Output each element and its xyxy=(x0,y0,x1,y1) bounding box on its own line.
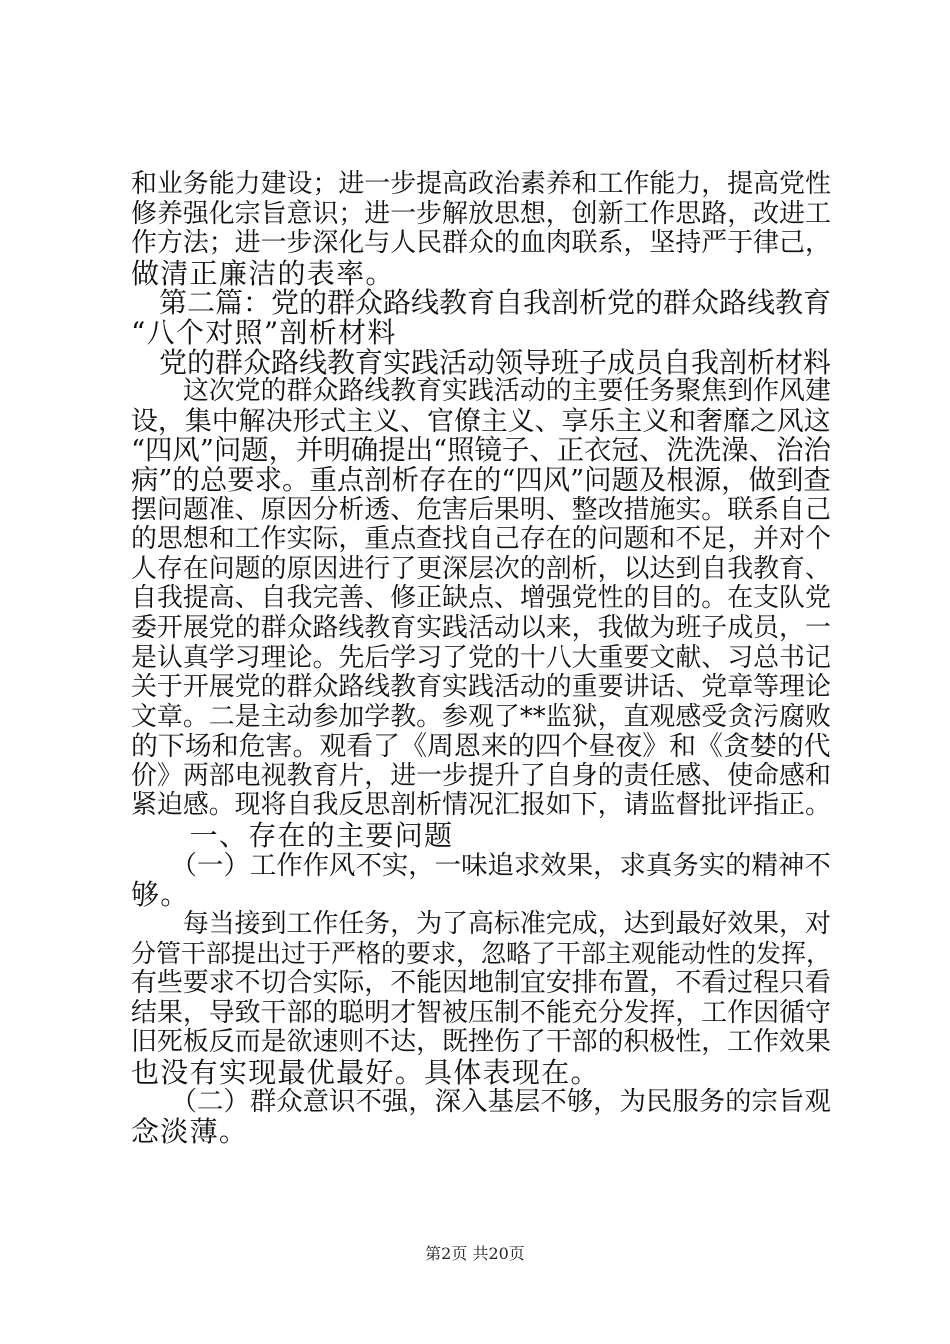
text-line: 自我提高、自我完善、修正缺点、增强党性的目的。在支队党 xyxy=(131,583,831,614)
text-line: 人存在问题的原因进行了更深层次的剖析，以达到自我教育、 xyxy=(131,553,831,584)
document-body xyxy=(131,170,831,1147)
text-line: 旧死板反而是欲速则不达，既挫伤了干部的积极性，工作效果 xyxy=(131,1027,831,1058)
text-line: 文章。二是主动参加学教。参观了**监狱，直观感受贪污腐败 xyxy=(131,701,831,732)
text-line: （二）群众意识不强，深入基层不够，为民服务的宗旨观 xyxy=(131,1086,831,1118)
text-line: 也没有实现最优最好。具体表现在。 xyxy=(131,1055,600,1089)
text-line: 摆问题准、原因分析透、危害后果明、整改措施实。联系自己 xyxy=(131,494,831,525)
text-line: 委开展党的群众路线教育实践活动以来，我做为班子成员，一 xyxy=(131,612,831,643)
text-line: 一、存在的主要问题 xyxy=(131,819,454,853)
text-line: “八个对照”剖析材料 xyxy=(131,315,397,349)
text-line: 第二篇：党的群众路线教育自我剖析党的群众路线教育 xyxy=(131,286,832,320)
text-line: 设，集中解决形式主义、官僚主义、享乐主义和奢靡之风这 xyxy=(131,405,831,437)
text-line: 这次党的群众路线教育实践活动的主要任务聚焦到作风建 xyxy=(131,376,831,407)
text-line: 每当接到工作任务，为了高标准完成，达到最好效果，对 xyxy=(131,908,831,939)
text-line: 和业务能力建设；进一步提高政治素养和工作能力，提高党性 xyxy=(131,169,831,199)
text-line: 修养强化宗旨意识；进一步解放思想，创新工作思路，改进工 xyxy=(131,198,831,229)
text-line: 病”的总要求。重点剖析存在的“四风”问题及根源，做到查 xyxy=(131,464,831,496)
text-line: 的思想和工作实际，重点查找自己存在的问题和不足，并对个 xyxy=(131,524,831,555)
text-line: 够。 xyxy=(131,878,190,912)
text-line: 是认真学习理论。先后学习了党的十八大重要文献、习总书记 xyxy=(131,642,831,673)
text-line: （一）工作作风不实，一味追求效果，求真务实的精神不 xyxy=(131,849,831,881)
text-line: 分管干部提出过于严格的要求，忽略了干部主观能动性的发挥， xyxy=(131,939,832,969)
text-line: 做清正廉洁的表率。 xyxy=(131,256,395,290)
text-line: 党的群众路线教育实践活动领导班子成员自我剖析材料 xyxy=(131,345,832,379)
page-number-footer: 第2页 共20页 xyxy=(425,1244,525,1263)
text-line: 关于开展党的群众路线教育实践活动的重要讲话、党章等理论 xyxy=(131,672,831,703)
text-line: 价》两部电视教育片，进一步提升了自身的责任感、使命感和 xyxy=(131,760,831,791)
text-line: 有些要求不切合实际，不能因地制宜安排布置，不看过程只看 xyxy=(131,968,831,999)
text-line: 念淡薄。 xyxy=(131,1115,249,1148)
text-line: 作方法；进一步深化与人民群众的血肉联系，坚持严于律己， xyxy=(131,228,831,259)
text-line: 紧迫感。现将自我反思剖析情况汇报如下，请监督批评指正。 xyxy=(131,790,831,821)
text-line: 结果，导致干部的聪明才智被压制不能充分发挥，工作因循守 xyxy=(131,997,831,1028)
text-line: “四风”问题，并明确提出“照镜子、正衣冠、洗洗澡、治治 xyxy=(131,435,831,467)
text-line: 的下场和危害。观看了《周恩来的四个昼夜》和《贪婪的代 xyxy=(131,731,831,763)
